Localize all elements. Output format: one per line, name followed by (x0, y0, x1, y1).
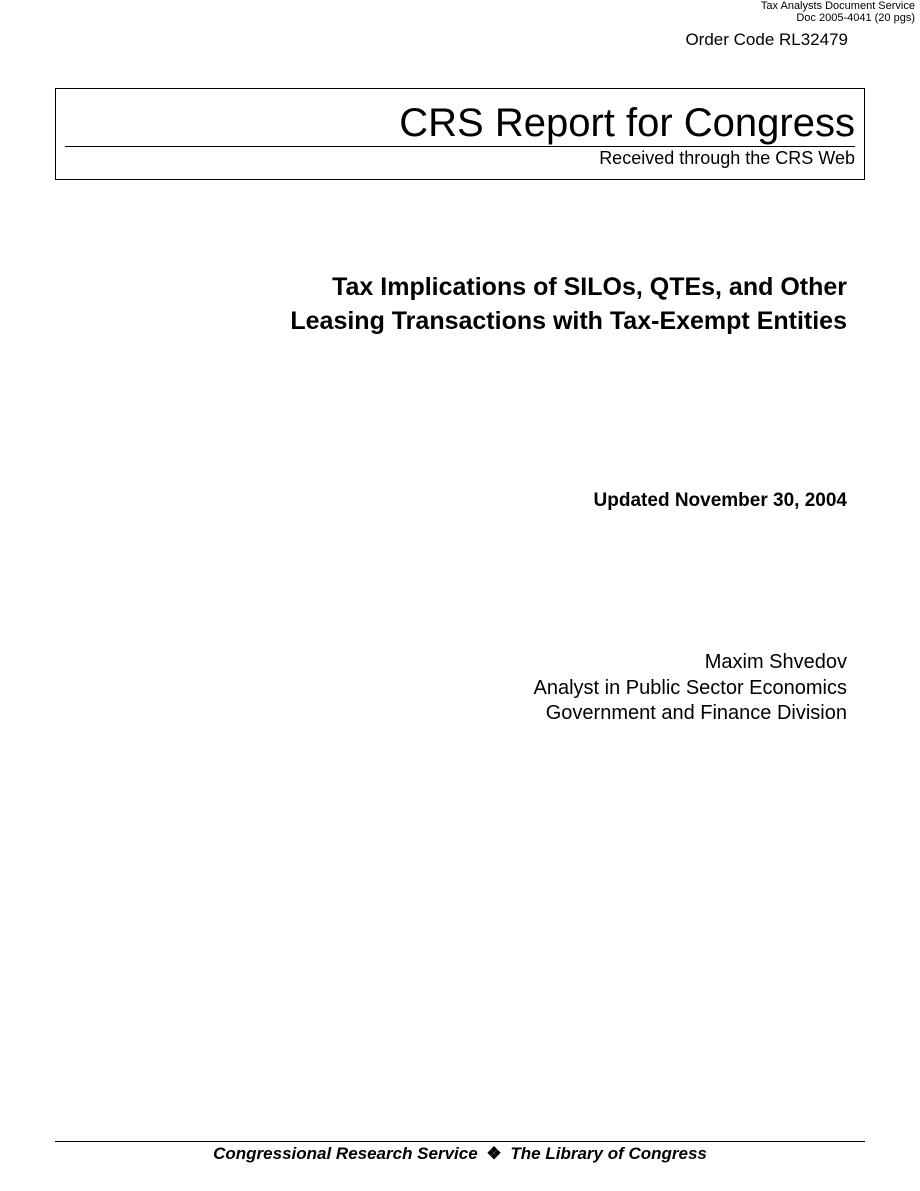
author-name: Maxim Shvedov (704, 651, 847, 673)
report-title-line-2: Leasing Transactions with Tax-Exempt Entities (290, 307, 847, 335)
footer-crs-label: Congressional Research Service (213, 1144, 478, 1163)
stamp-line-doc-number: Doc 2005-4041 (20 pgs) (796, 12, 915, 24)
banner-title: CRS Report for Congress (399, 101, 855, 145)
footer-divider (55, 1141, 865, 1142)
document-service-stamp (761, 0, 915, 24)
footer-library-label: The Library of Congress (510, 1144, 707, 1163)
four-diamond-ornament-icon: ❖ (486, 1144, 502, 1163)
report-title (290, 270, 847, 338)
updated-date: Updated November 30, 2004 (593, 490, 847, 511)
report-title-line-1: Tax Implications of SILOs, QTEs, and Other (332, 273, 847, 301)
report-banner (55, 88, 865, 180)
author-position: Analyst in Public Sector Economics (533, 676, 847, 699)
stamp-line-service: Tax Analysts Document Service (760, 0, 915, 12)
author-division: Government and Finance Division (545, 702, 847, 724)
order-code: Order Code RL32479 (685, 30, 848, 49)
footer (0, 1143, 920, 1165)
author-block (534, 650, 847, 727)
banner-subtitle: Received through the CRS Web (599, 148, 855, 168)
